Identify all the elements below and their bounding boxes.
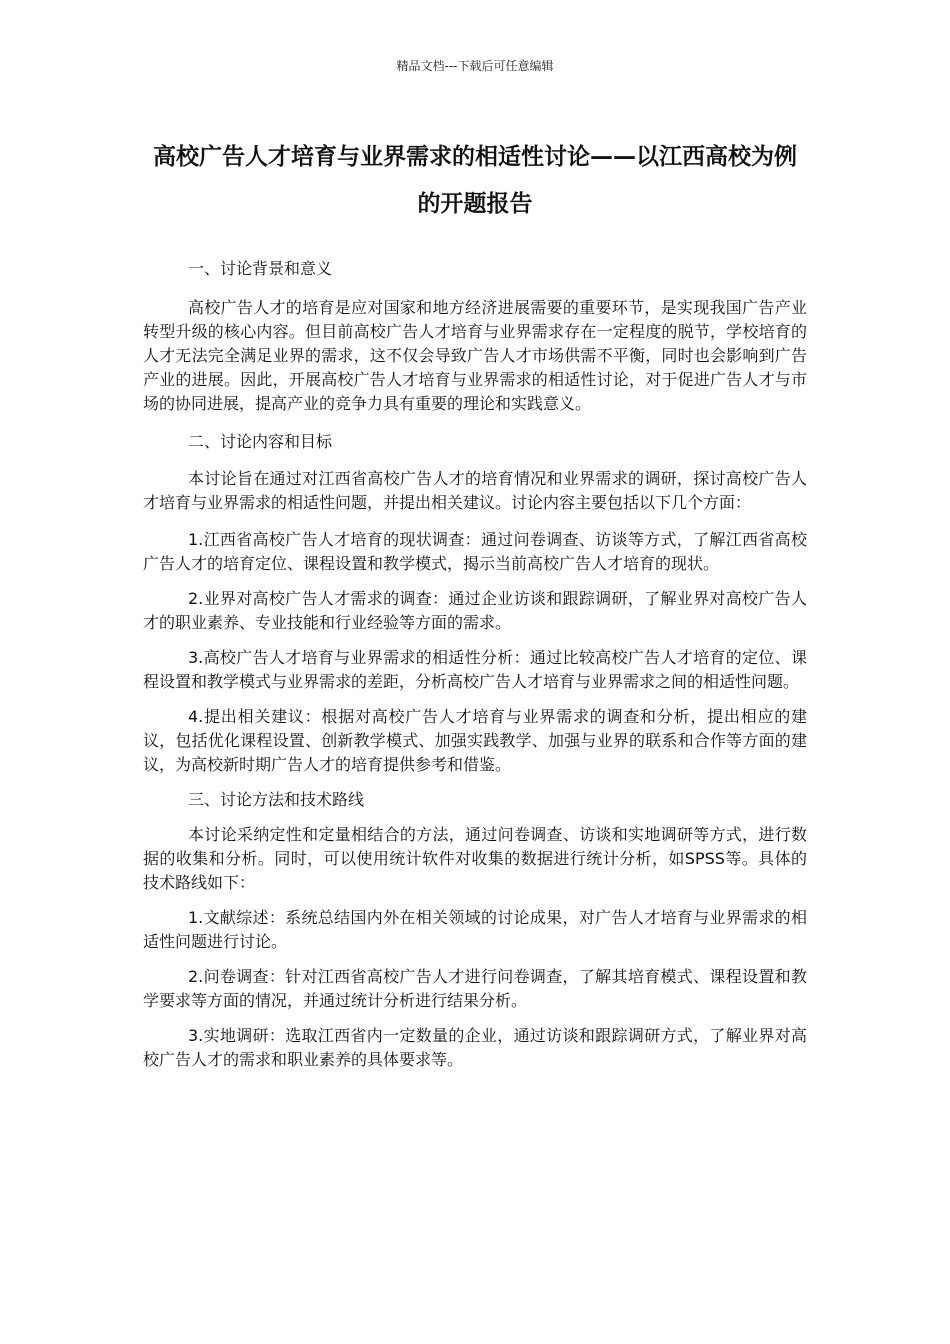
paragraph-content-item-2: 2.业界对高校广告人才需求的调查：通过企业访谈和跟踪调研，了解业界对高校广告人才的职业素养、专业技能和行业经验等方面的需求。 bbox=[143, 589, 807, 632]
paragraph-background: 高校广告人才的培育是应对国家和地方经济进展需要的重要环节，是实现我国广告产业转型升级的核心内容。但目前高校广告人才培育与业界需求存在一定程度的脱节，学校培育的人才无法完全满足业界的需求，这不仅会导致广告人才市场供需不平衡，同时也会影响到广告产业的进展。因此，开展高校广告人才培育与业界需求的相适性讨论，对于促进广告人才与市场的协同进展，提高产业的竞争力具有重要的理论和实践意义。 bbox=[143, 298, 807, 413]
paragraph-method-item-1: 1.文献综述：系统总结国内外在相关领域的讨论成果，对广告人才培育与业界需求的相适性问题进行讨论。 bbox=[143, 908, 807, 951]
paragraph-content-intro: 本讨论旨在通过对江西省高校广告人才的培育情况和业界需求的调研，探讨高校广告人才培育与业界需求的相适性问题，并提出相关建议。讨论内容主要包括以下几个方面： bbox=[143, 469, 807, 512]
section-heading-content: 二、讨论内容和目标 bbox=[188, 432, 333, 451]
paragraph-content-item-3: 3.高校广告人才培育与业界需求的相适性分析：通过比较高校广告人才培育的定位、课程设置和教学模式与业界需求的差距，分析高校广告人才培育与业界需求之间的相适性问题。 bbox=[143, 648, 807, 691]
paragraph-content-item-1: 1.江西省高校广告人才培育的现状调查：通过问卷调查、访谈等方式，了解江西省高校广告人才的培育定位、课程设置和教学模式，揭示当前高校广告人才培育的现状。 bbox=[143, 530, 807, 573]
paragraph-method-intro: 本讨论采纳定性和定量相结合的方法，通过问卷调查、访谈和实地调研等方式，进行数据的收集和分析。同时，可以使用统计软件对收集的数据进行统计分析，如SPSS等。具体的技术路线如下： bbox=[143, 825, 807, 892]
section-heading-background: 一、讨论背景和意义 bbox=[188, 259, 333, 278]
paragraph-method-item-2: 2.问卷调查：针对江西省高校广告人才进行问卷调查，了解其培育模式、课程设置和教学要求等方面的情况，并通过统计分析进行结果分析。 bbox=[143, 967, 807, 1010]
paragraph-content-item-4: 4.提出相关建议：根据对高校广告人才培育与业界需求的调查和分析，提出相应的建议，包括优化课程设置、创新教学模式、加强实践教学、加强与业界的联系和合作等方面的建议，为高校新时期广告人才的培育提供参考和借鉴。 bbox=[143, 707, 807, 774]
section-heading-method: 三、讨论方法和技术路线 bbox=[188, 790, 365, 809]
document-body bbox=[143, 257, 807, 1072]
document-title: 高校广告人才培育与业界需求的相适性讨论——以江西高校为例的开题报告 bbox=[153, 144, 797, 217]
header-note: 精品文档---下载后可任意编辑 bbox=[396, 59, 554, 73]
paragraph-method-item-3: 3.实地调研：选取江西省内一定数量的企业，通过访谈和跟踪调研方式，了解业界对高校广告人才的需求和职业素养的具体要求等。 bbox=[143, 1026, 807, 1069]
